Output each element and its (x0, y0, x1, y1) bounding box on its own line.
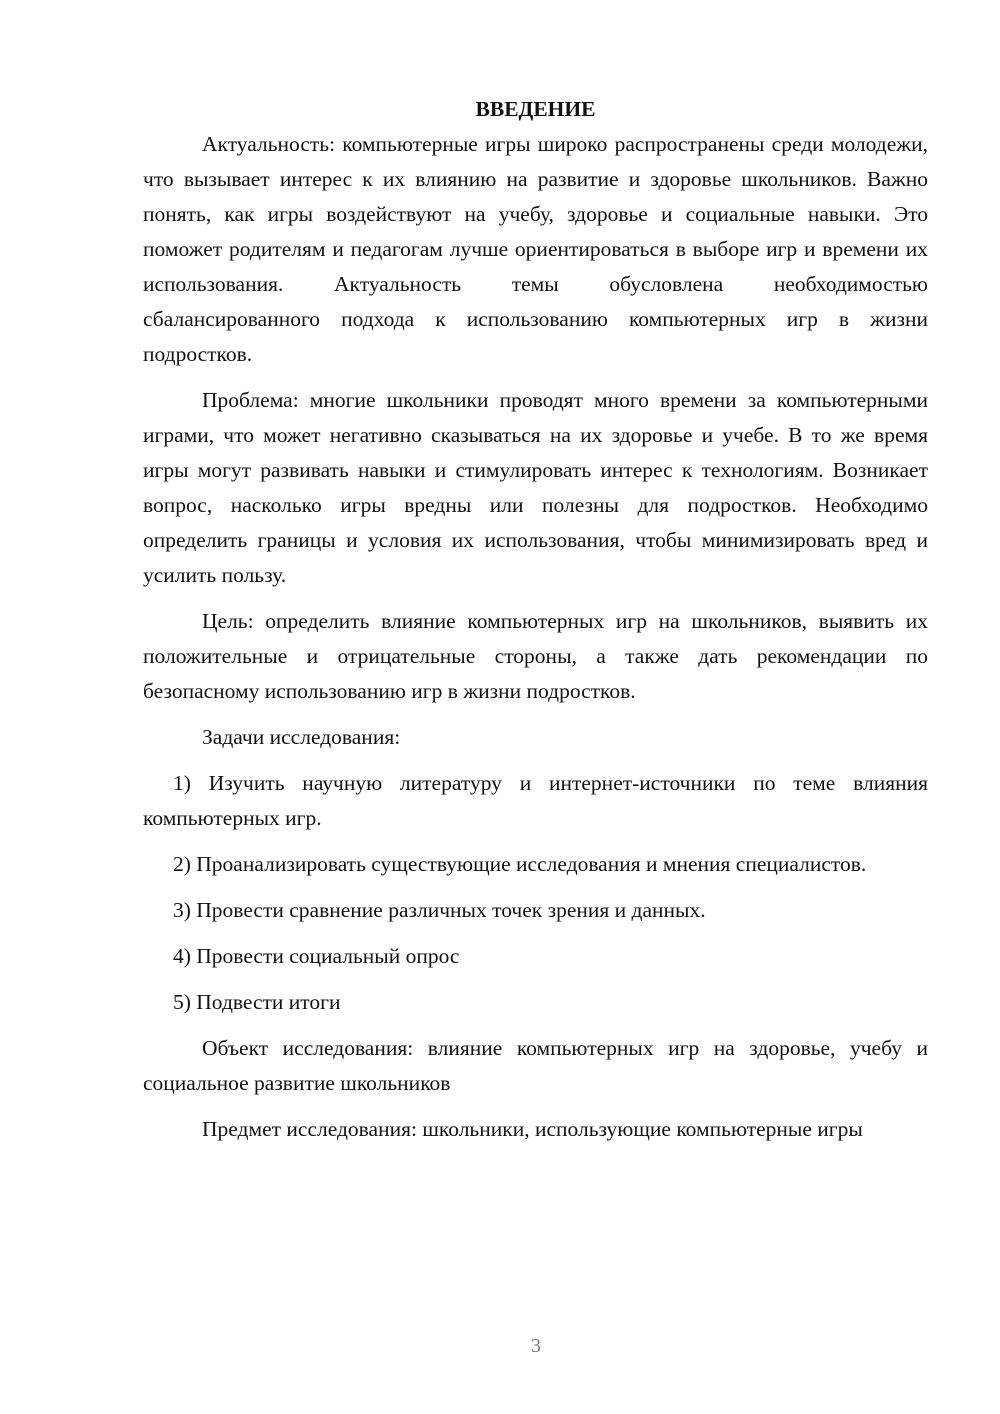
task-item-3: 3) Провести сравнение различных точек зрения и данных. (173, 898, 706, 922)
paragraph-object: Объект исследования: влияние компьютерных игр на здоровье, учебу и социальное развитие школьников (143, 1036, 928, 1095)
paragraph-tasks-intro: Задачи исследования: (202, 725, 401, 749)
paragraph-goal: Цель: определить влияние компьютерных игр на школьников, выявить их положительные и отрицательные стороны, а также дать рекомендации по безопасному использованию игр в жизни подростков. (143, 609, 928, 703)
paragraph-subject: Предмет исследования: школьники, использующие компьютерные игры (202, 1117, 863, 1141)
page-content (143, 92, 928, 1158)
paragraph-problem: Проблема: многие школьники проводят много времени за компьютерными играми, что может негативно сказываться на их здоровье и учебе. В то же время игры могут развивать навыки и стимулировать интерес к технологиям. Возникает вопрос, насколько игры вредны или полезны для подростков. Необходимо определить границы и условия их использования, чтобы минимизировать вред и усилить пользу. (143, 388, 928, 587)
paragraph-relevance: Актуальность: компьютерные игры широко распространены среди молодежи, что вызывает интерес к их влиянию на развитие и здоровье школьников. Важно понять, как игры воздействуют на учебу, здоровье и социальные навыки. Это поможет родителям и педагогам лучше ориентироваться в выборе игр и времени их использования. Актуальность темы обусловлена необходимостью сбалансированного подхода к использованию компьютерных игр в жизни подростков. (143, 132, 928, 366)
section-heading: ВВЕДЕНИЕ (475, 97, 596, 121)
page-number: 3 (531, 1335, 541, 1357)
task-item-4: 4) Провести социальный опрос (173, 944, 460, 968)
task-item-2: 2) Проанализировать существующие исследования и мнения специалистов. (173, 852, 867, 876)
task-item-5: 5) Подвести итоги (173, 990, 341, 1014)
task-item-1: 1) Изучить научную литературу и интернет-источники по теме влияния компьютерных игр. (143, 771, 928, 830)
